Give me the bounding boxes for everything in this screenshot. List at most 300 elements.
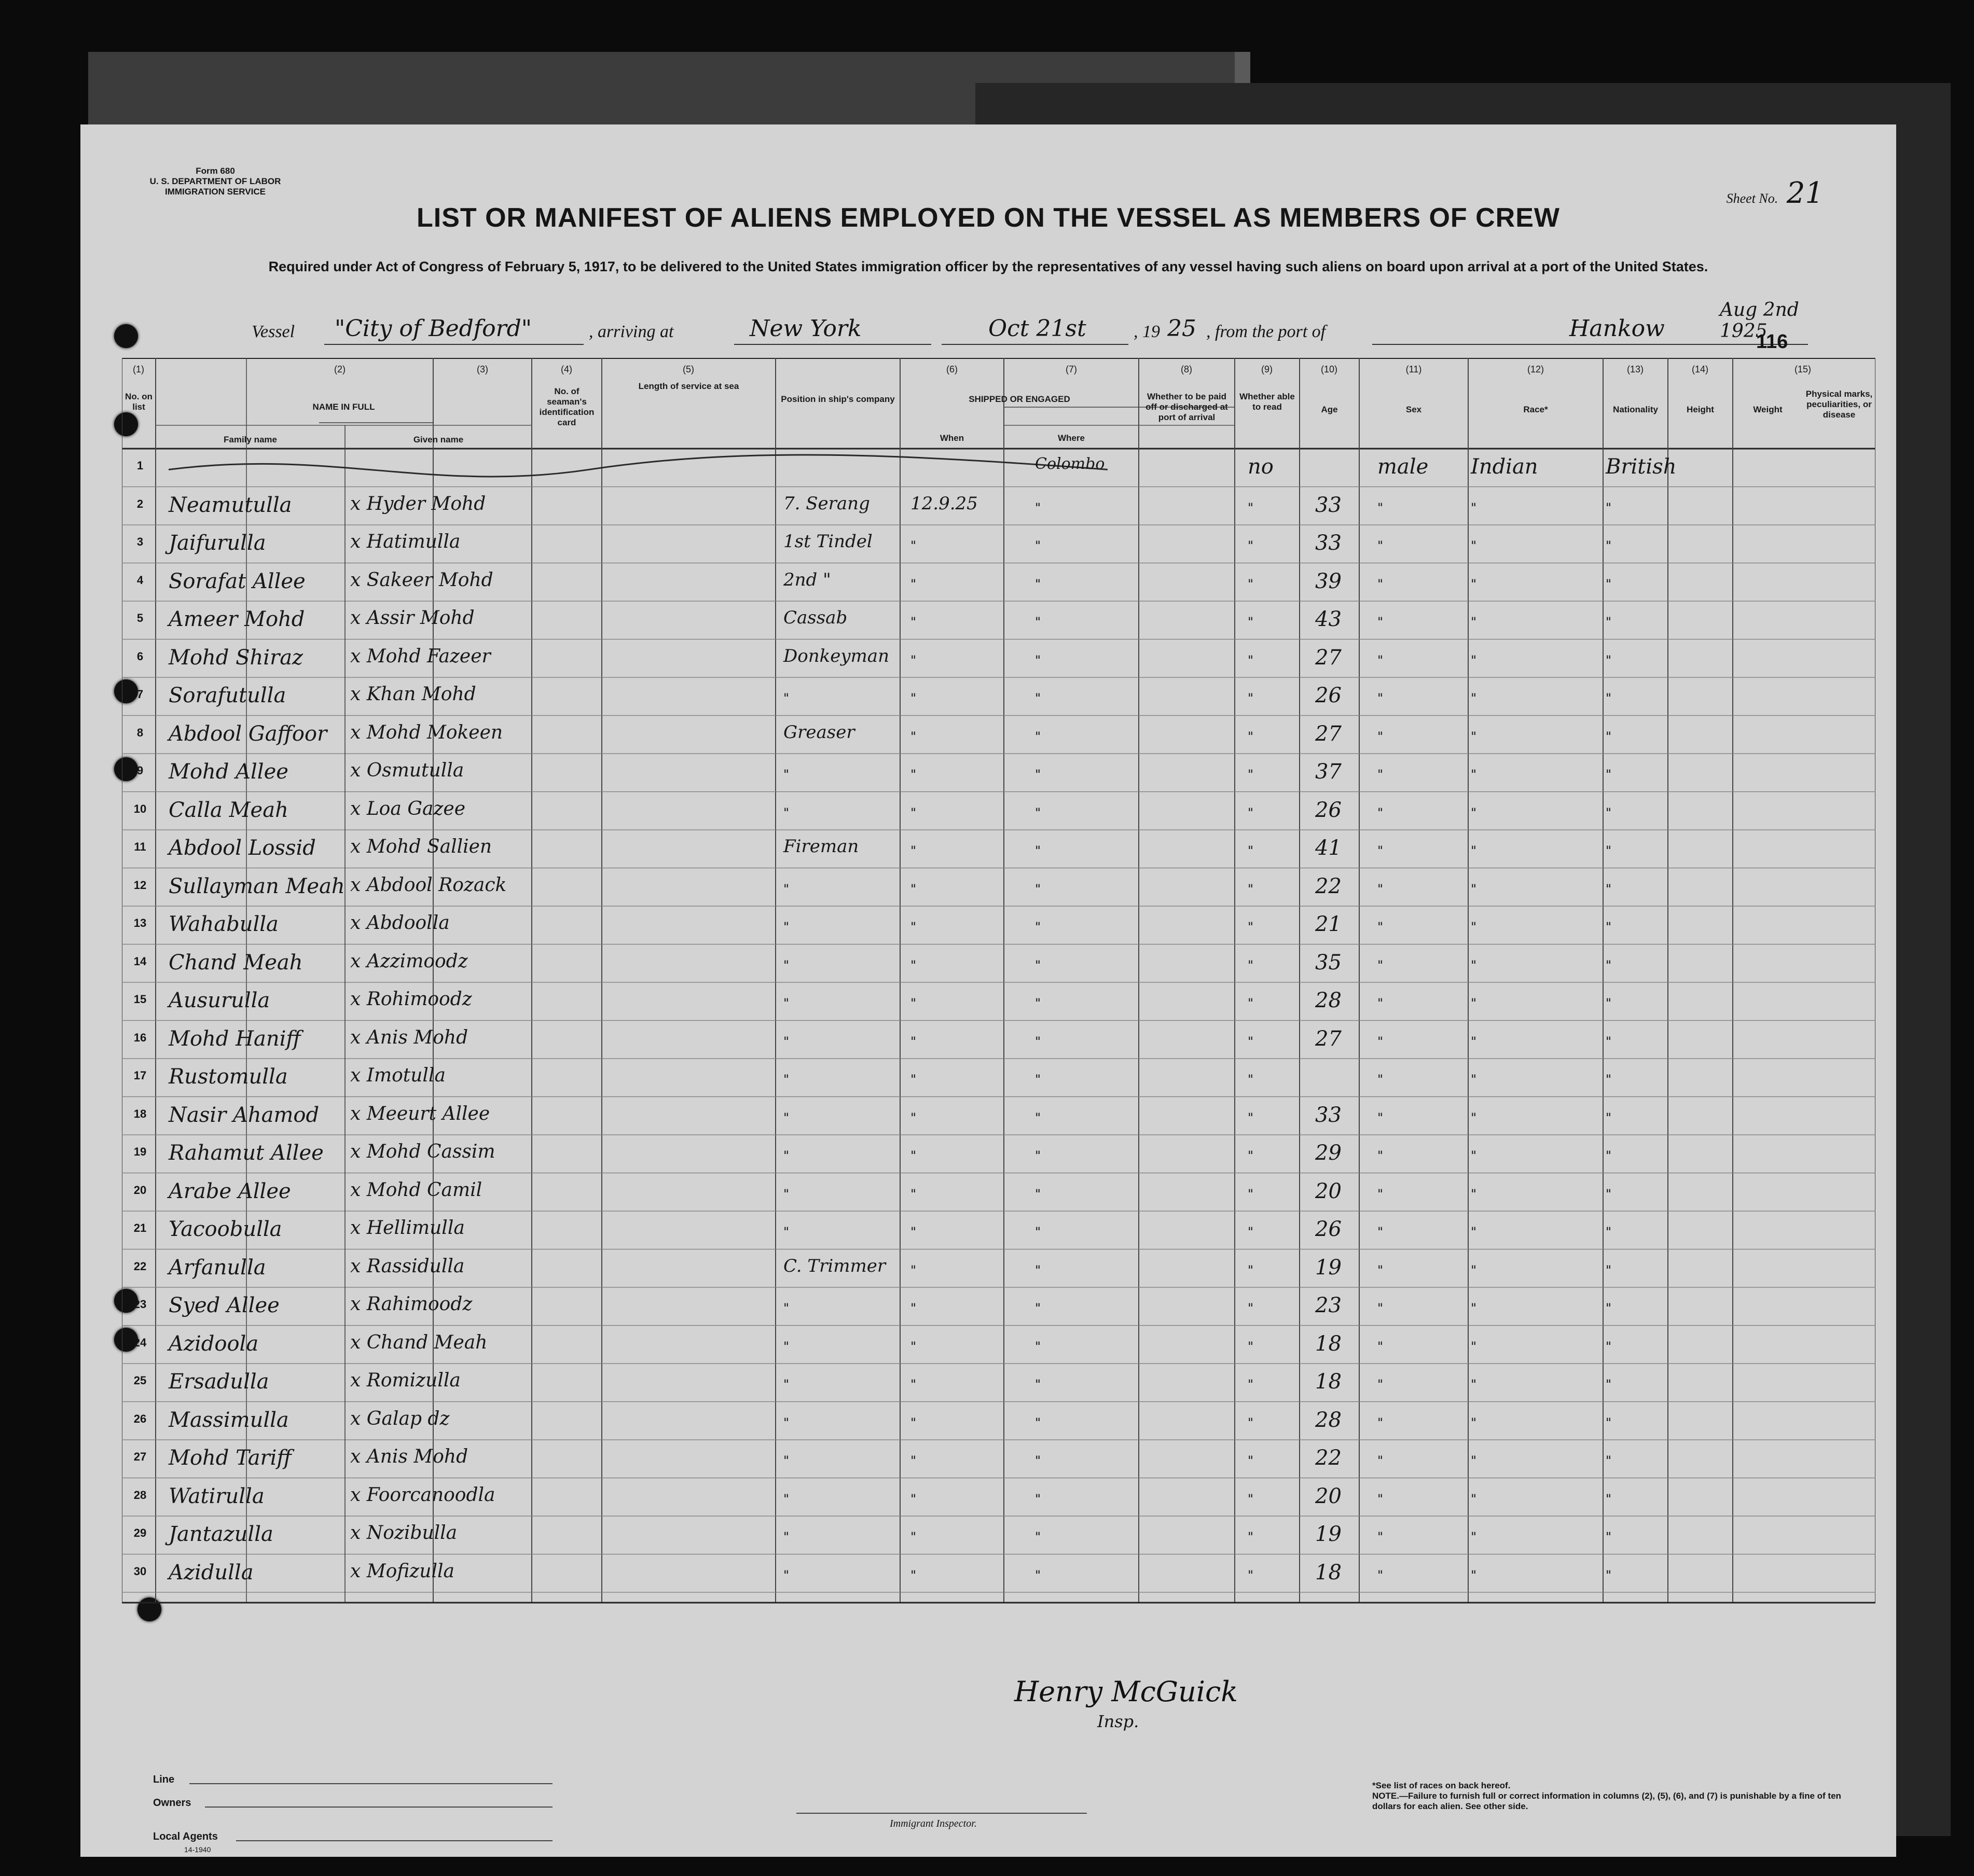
cell-when: 12.9.25 <box>910 493 978 514</box>
cell-family: Rahamut Allee <box>169 1141 324 1165</box>
cell-age: 20 <box>1315 1484 1342 1508</box>
cell-position: " <box>783 1034 790 1049</box>
cell-read: " <box>1248 1530 1254 1544</box>
cell-family: Yacoobulla <box>169 1217 282 1241</box>
cell-nationality: " <box>1606 1377 1612 1392</box>
cell-sex: " <box>1377 920 1384 934</box>
cell-race: " <box>1471 615 1477 629</box>
cell-position: " <box>783 1453 790 1468</box>
row-number: 20 <box>133 1183 147 1197</box>
cell-read: " <box>1248 1186 1254 1201</box>
cell-where: " <box>1035 615 1041 629</box>
cell-age: 22 <box>1315 1446 1342 1470</box>
cell-age: 33 <box>1315 1103 1342 1127</box>
service-name: IMMIGRATION SERVICE <box>165 187 266 197</box>
cell-given: x Meeurt Allee <box>350 1103 490 1124</box>
cell-read: " <box>1248 767 1254 782</box>
row-number: 21 <box>133 1221 147 1234</box>
cell-family: Mohd Shiraz <box>169 645 303 670</box>
cell-sex: " <box>1377 881 1384 896</box>
year-prefix: , 19 <box>1134 322 1160 341</box>
cell-read: " <box>1248 1377 1254 1392</box>
cell-race: " <box>1471 1225 1477 1239</box>
cell-position: C. Trimmer <box>783 1255 886 1276</box>
cell-when: " <box>910 1530 917 1544</box>
cell-when: " <box>910 576 917 591</box>
header-length-service: Length of service at sea <box>638 381 739 391</box>
cell-read: " <box>1248 996 1254 1010</box>
row-number: 14 <box>133 954 147 968</box>
header-shipped: SHIPPED OR ENGAGED <box>969 394 1070 404</box>
cell-sex: " <box>1377 576 1384 591</box>
column-number: (5) <box>683 364 694 374</box>
cell-nationality: " <box>1606 652 1612 668</box>
cell-sex: " <box>1377 1567 1384 1582</box>
cell-age: 23 <box>1315 1294 1342 1317</box>
header-no-on-list: No. on list <box>125 392 153 412</box>
cell-given: x Foorcanoodla <box>350 1484 495 1506</box>
cell-race: " <box>1471 576 1477 591</box>
cell-nationality: " <box>1606 538 1612 553</box>
cell-race: " <box>1471 843 1477 858</box>
cell-position: Donkeyman <box>783 645 889 666</box>
cell-sex: " <box>1377 1491 1384 1506</box>
cell-when: " <box>910 1491 917 1506</box>
cell-race: " <box>1471 1491 1477 1506</box>
cell-sex: " <box>1377 1339 1384 1354</box>
cell-read: " <box>1248 1567 1254 1582</box>
cell-read: " <box>1248 615 1254 629</box>
column-number: (2) <box>334 364 346 374</box>
owners-label: Owners <box>153 1797 191 1809</box>
row-number: 19 <box>133 1145 147 1158</box>
cell-where: " <box>1035 1034 1041 1049</box>
cell-when: " <box>910 1186 917 1201</box>
row-number: 1 <box>136 459 144 472</box>
vessel-label: Vessel <box>252 322 295 341</box>
cell-sex: " <box>1377 996 1384 1010</box>
cell-nationality: British <box>1606 455 1677 479</box>
inspector-signature-title: Insp. <box>1097 1712 1139 1731</box>
cell-family: Sorafat Allee <box>169 569 306 593</box>
cell-race: " <box>1471 1339 1477 1354</box>
cell-where: " <box>1035 1262 1041 1277</box>
cell-age: 26 <box>1315 1217 1342 1241</box>
cell-given: x Rahimoodz <box>350 1294 473 1315</box>
header-family-name: Family name <box>224 435 277 444</box>
row-number: 5 <box>136 612 144 624</box>
row-number: 15 <box>133 993 147 1006</box>
row-number: 25 <box>133 1374 147 1387</box>
cell-age: 20 <box>1315 1179 1342 1203</box>
row-number: 16 <box>133 1031 147 1044</box>
row-number: 24 <box>133 1336 147 1349</box>
cell-race: " <box>1471 1301 1477 1315</box>
cell-given: x Hatimulla <box>350 531 461 552</box>
cell-sex: " <box>1377 767 1384 782</box>
vessel-name: "City of Bedford" <box>335 315 532 342</box>
cell-where: " <box>1035 729 1041 744</box>
cell-race: " <box>1471 1110 1477 1125</box>
cell-age: 43 <box>1315 607 1342 631</box>
inspector-label: Immigrant Inspector. <box>890 1818 977 1829</box>
cell-position: " <box>783 1339 790 1354</box>
footnote <box>1372 1781 1870 1812</box>
row-number: 17 <box>133 1069 147 1082</box>
column-number: (4) <box>561 364 572 374</box>
cell-given: x Galap dz <box>350 1408 450 1429</box>
cell-given: x Abdoolla <box>350 912 450 934</box>
cell-sex: " <box>1377 1110 1384 1125</box>
cell-age: 26 <box>1315 798 1342 822</box>
cell-nationality: " <box>1606 1491 1612 1506</box>
arrival-year: 25 <box>1167 315 1196 342</box>
cell-race: " <box>1471 1072 1477 1087</box>
cell-given: x Azzimoodz <box>350 950 468 972</box>
cell-nationality: " <box>1606 615 1612 629</box>
cell-race: " <box>1471 1034 1477 1049</box>
cell-where: " <box>1035 805 1041 820</box>
cell-position: " <box>783 920 790 934</box>
cell-family: Chand Meah <box>169 950 303 975</box>
cell-where: " <box>1035 1186 1041 1201</box>
inspector-signature: Henry McGuick <box>1014 1675 1238 1708</box>
cell-age: 18 <box>1315 1331 1342 1356</box>
cell-where: " <box>1035 538 1041 553</box>
cell-race: " <box>1471 500 1477 515</box>
cell-given: x Rassidulla <box>350 1255 465 1277</box>
cell-family: Sullayman Meah <box>169 874 345 898</box>
cell-nationality: " <box>1606 576 1612 591</box>
cell-nationality: " <box>1606 1339 1612 1354</box>
row-number: 11 <box>134 840 146 853</box>
cell-age: 29 <box>1315 1141 1342 1165</box>
cell-when: " <box>910 843 917 858</box>
cell-race: " <box>1471 1377 1477 1392</box>
cell-where: " <box>1035 1148 1041 1163</box>
cell-given: x Sakeer Mohd <box>350 569 493 591</box>
header-able-read: Whether able to read <box>1239 392 1295 412</box>
header-weight: Weight <box>1753 405 1783 414</box>
row-number: 30 <box>133 1564 147 1578</box>
cell-family: Mohd Tariff <box>169 1446 292 1470</box>
cell-family: Ersadulla <box>169 1370 269 1394</box>
cell-read: " <box>1248 1072 1254 1087</box>
cell-sex: " <box>1377 538 1384 553</box>
cell-nationality: " <box>1606 805 1612 820</box>
binder-hole <box>114 324 138 348</box>
cell-when: " <box>910 881 917 896</box>
cell-family: Mohd Allee <box>169 760 288 784</box>
header-position: Position in ship's company <box>781 394 895 404</box>
cell-read: " <box>1248 920 1254 934</box>
cell-where: " <box>1035 957 1041 972</box>
cell-where: " <box>1035 500 1041 515</box>
cell-where: " <box>1035 1225 1041 1239</box>
sheet-number-label: Sheet No. <box>1726 191 1778 206</box>
cell-given: x Mohd Cassim <box>350 1141 495 1162</box>
header-name-in-full: NAME IN FULL <box>312 402 375 412</box>
row-number: 28 <box>133 1488 147 1502</box>
cell-given: x Anis Mohd <box>350 1026 468 1048</box>
cell-nationality: " <box>1606 500 1612 515</box>
column-number: (9) <box>1261 364 1273 374</box>
row-number: 26 <box>133 1412 147 1425</box>
cell-position: " <box>783 1148 790 1163</box>
row-number: 23 <box>133 1298 147 1311</box>
cell-position: " <box>783 1110 790 1125</box>
cell-sex: " <box>1377 957 1384 972</box>
cell-when: " <box>910 1225 917 1239</box>
cell-sex: " <box>1377 1225 1384 1239</box>
cell-position: 1st Tindel <box>783 531 873 552</box>
header-height: Height <box>1687 405 1714 414</box>
header-nationality: Nationality <box>1613 405 1658 414</box>
cell-given: x Nozibulla <box>350 1522 458 1544</box>
cell-where: " <box>1035 767 1041 782</box>
row-number: 4 <box>136 573 144 587</box>
cell-where: " <box>1035 1491 1041 1506</box>
cell-sex: male <box>1377 455 1429 479</box>
cell-position: " <box>783 1491 790 1506</box>
cell-family: Jaifurulla <box>169 531 266 555</box>
cell-race: " <box>1471 1530 1477 1544</box>
cell-race: " <box>1471 767 1477 782</box>
row-number: 12 <box>133 878 147 892</box>
cell-where: " <box>1035 843 1041 858</box>
cell-read: " <box>1248 1034 1254 1049</box>
from-port-label: , from the port of <box>1206 322 1326 341</box>
cell-position: " <box>783 1530 790 1544</box>
cell-where: " <box>1035 881 1041 896</box>
row-number: 2 <box>136 497 144 510</box>
cell-family: Jantazulla <box>169 1522 273 1546</box>
cell-when: " <box>910 920 917 934</box>
arrival-date: Oct 21st <box>988 315 1086 342</box>
cell-sex: " <box>1377 652 1384 668</box>
cell-family: Sorafutulla <box>169 684 286 707</box>
cell-nationality: " <box>1606 957 1612 972</box>
cell-family: Azidoola <box>169 1331 259 1356</box>
cell-family: Ameer Mohd <box>169 607 305 631</box>
cell-where: " <box>1035 1339 1041 1354</box>
cell-given: x Anis Mohd <box>350 1446 468 1467</box>
column-number: (11) <box>1405 364 1422 374</box>
cell-position: " <box>783 1415 790 1430</box>
form-number: Form 680 <box>196 166 235 176</box>
cell-where: " <box>1035 576 1041 591</box>
cell-when: " <box>910 1567 917 1582</box>
cell-read: " <box>1248 691 1254 705</box>
cell-position: " <box>783 1301 790 1315</box>
cell-when: " <box>910 996 917 1010</box>
cell-nationality: " <box>1606 1262 1612 1277</box>
column-number: (1) <box>133 364 144 374</box>
cell-nationality: " <box>1606 729 1612 744</box>
cell-family: Arabe Allee <box>169 1179 291 1203</box>
cell-age: 18 <box>1315 1560 1342 1585</box>
cell-given: x Mofizulla <box>350 1560 454 1582</box>
column-number: (3) <box>477 364 488 374</box>
row-number: 9 <box>136 764 144 777</box>
cell-sex: " <box>1377 1034 1384 1049</box>
cell-race: " <box>1471 1567 1477 1582</box>
cell-where: " <box>1035 1453 1041 1468</box>
vessel-info-line <box>252 299 1808 345</box>
column-number: (12) <box>1527 364 1544 374</box>
cell-family: Wahabulla <box>169 912 279 936</box>
cell-read: " <box>1248 957 1254 972</box>
from-port: Hankow <box>1569 315 1665 342</box>
cell-read: " <box>1248 881 1254 896</box>
cell-family: Mohd Haniff <box>169 1026 301 1051</box>
cell-when: " <box>910 1072 917 1087</box>
column-number: (8) <box>1181 364 1192 374</box>
cell-age: 27 <box>1315 721 1342 746</box>
cell-nationality: " <box>1606 1453 1612 1468</box>
cell-sex: " <box>1377 500 1384 515</box>
cell-nationality: " <box>1606 1530 1612 1544</box>
cell-when: " <box>910 1301 917 1315</box>
cell-given: x Mohd Fazeer <box>350 645 491 667</box>
cell-family: Azidulla <box>169 1560 254 1585</box>
cell-read: " <box>1248 1339 1254 1354</box>
cell-given: x Khan Mohd <box>350 684 476 705</box>
department-name: U. S. DEPARTMENT OF LABOR <box>149 176 281 186</box>
cell-race: " <box>1471 1262 1477 1277</box>
cell-race: " <box>1471 538 1477 553</box>
column-number: (6) <box>946 364 958 374</box>
cell-where: " <box>1035 1377 1041 1392</box>
cell-age: 39 <box>1315 569 1342 593</box>
cell-age: 35 <box>1315 950 1342 975</box>
cell-race: " <box>1471 1148 1477 1163</box>
cell-given: x Rohimoodz <box>350 989 472 1010</box>
cell-age: 28 <box>1315 1408 1342 1432</box>
cell-sex: " <box>1377 615 1384 629</box>
cell-nationality: " <box>1606 1110 1612 1125</box>
arriving-port: New York <box>750 315 862 342</box>
cell-race: " <box>1471 881 1477 896</box>
cell-position: " <box>783 805 790 820</box>
cell-sex: " <box>1377 1453 1384 1468</box>
cell-when: " <box>910 767 917 782</box>
cell-age: 19 <box>1315 1255 1342 1280</box>
row-number: 27 <box>133 1450 147 1463</box>
cell-nationality: " <box>1606 1415 1612 1430</box>
row-number: 8 <box>136 726 144 739</box>
header-race: Race* <box>1523 405 1548 414</box>
cell-nationality: " <box>1606 1072 1612 1087</box>
form-code: 14-1940 <box>184 1845 211 1854</box>
cell-where: " <box>1035 920 1041 934</box>
cell-where: " <box>1035 1110 1041 1125</box>
cell-race: Indian <box>1471 455 1538 479</box>
cell-when: " <box>910 691 917 705</box>
cell-nationality: " <box>1606 1148 1612 1163</box>
cell-position: " <box>783 1377 790 1392</box>
cell-position: " <box>783 996 790 1010</box>
header-where: Where <box>1058 433 1085 443</box>
cell-when: " <box>910 1110 917 1125</box>
cell-age: 26 <box>1315 684 1342 707</box>
cell-age: 27 <box>1315 1026 1342 1051</box>
cell-read: " <box>1248 652 1254 668</box>
cell-sex: " <box>1377 1530 1384 1544</box>
cell-read: " <box>1248 1262 1254 1277</box>
cell-family: Nasir Ahamod <box>169 1103 320 1127</box>
cell-when: " <box>910 615 917 629</box>
cell-age: 37 <box>1315 760 1342 784</box>
cell-age: 19 <box>1315 1522 1342 1546</box>
cell-where: " <box>1035 1567 1041 1582</box>
cell-when: " <box>910 957 917 972</box>
column-number: (7) <box>1066 364 1077 374</box>
cell-position: " <box>783 691 790 705</box>
row-number: 13 <box>133 916 147 929</box>
cell-race: " <box>1471 652 1477 668</box>
cell-read: " <box>1248 1225 1254 1239</box>
cell-position: " <box>783 1072 790 1087</box>
cell-read: no <box>1248 455 1274 479</box>
cell-nationality: " <box>1606 691 1612 705</box>
cell-read: " <box>1248 805 1254 820</box>
cell-age: 41 <box>1315 836 1342 860</box>
cell-read: " <box>1248 538 1254 553</box>
column-number: (15) <box>1794 364 1811 374</box>
cell-sex: " <box>1377 1186 1384 1201</box>
cell-given: x Assir Mohd <box>350 607 475 629</box>
column-number: (13) <box>1626 364 1644 374</box>
cell-age: 22 <box>1315 874 1342 898</box>
cell-race: " <box>1471 1415 1477 1430</box>
cell-where: " <box>1035 1415 1041 1430</box>
cell-position: Fireman <box>783 836 859 857</box>
cell-family: Abdool Lossid <box>169 836 316 860</box>
cell-nationality: " <box>1606 1186 1612 1201</box>
cell-when: " <box>910 1377 917 1392</box>
row-number: 7 <box>136 688 144 701</box>
cell-family: Massimulla <box>169 1408 289 1432</box>
column-number: (10) <box>1320 364 1337 374</box>
sheet-number-value: 21 <box>1786 176 1824 210</box>
row-number: 29 <box>133 1526 147 1539</box>
cell-sex: " <box>1377 1377 1384 1392</box>
row-number: 18 <box>133 1107 147 1120</box>
cell-sex: " <box>1377 1301 1384 1315</box>
cell-position: " <box>783 957 790 972</box>
cell-given: x Imotulla <box>350 1065 446 1086</box>
cell-family: Watirulla <box>169 1484 265 1508</box>
cell-nationality: " <box>1606 1034 1612 1049</box>
cell-position: Cassab <box>783 607 848 628</box>
cell-sex: " <box>1377 1262 1384 1277</box>
cell-when: " <box>910 1453 917 1468</box>
cell-position: Greaser <box>783 721 855 743</box>
row-number: 22 <box>133 1259 147 1273</box>
cell-when: " <box>910 538 917 553</box>
cell-given: x Hellimulla <box>350 1217 465 1239</box>
cell-given: x Chand Meah <box>350 1331 488 1353</box>
cell-when: " <box>910 805 917 820</box>
document-subtitle: Required under Act of Congress of February 5, 1917, to be delivered to the United States immigration officer by the representatives of any vessel having such aliens on board upon arrival at a port of the United States. <box>268 259 1708 274</box>
document-title: LIST OR MANIFEST OF ALIENS EMPLOYED ON THE VESSEL AS MEMBERS OF CREW <box>417 203 1560 233</box>
cell-position: 2nd " <box>783 569 831 590</box>
penalty-note: NOTE.—Failure to furnish full or correct information in columns (2), (5), (6), and (7) is punishable by a fine of ten dollars for each alien. See other side. <box>1372 1791 1841 1811</box>
cell-when: " <box>910 729 917 744</box>
cell-race: " <box>1471 957 1477 972</box>
cell-read: " <box>1248 1491 1254 1506</box>
